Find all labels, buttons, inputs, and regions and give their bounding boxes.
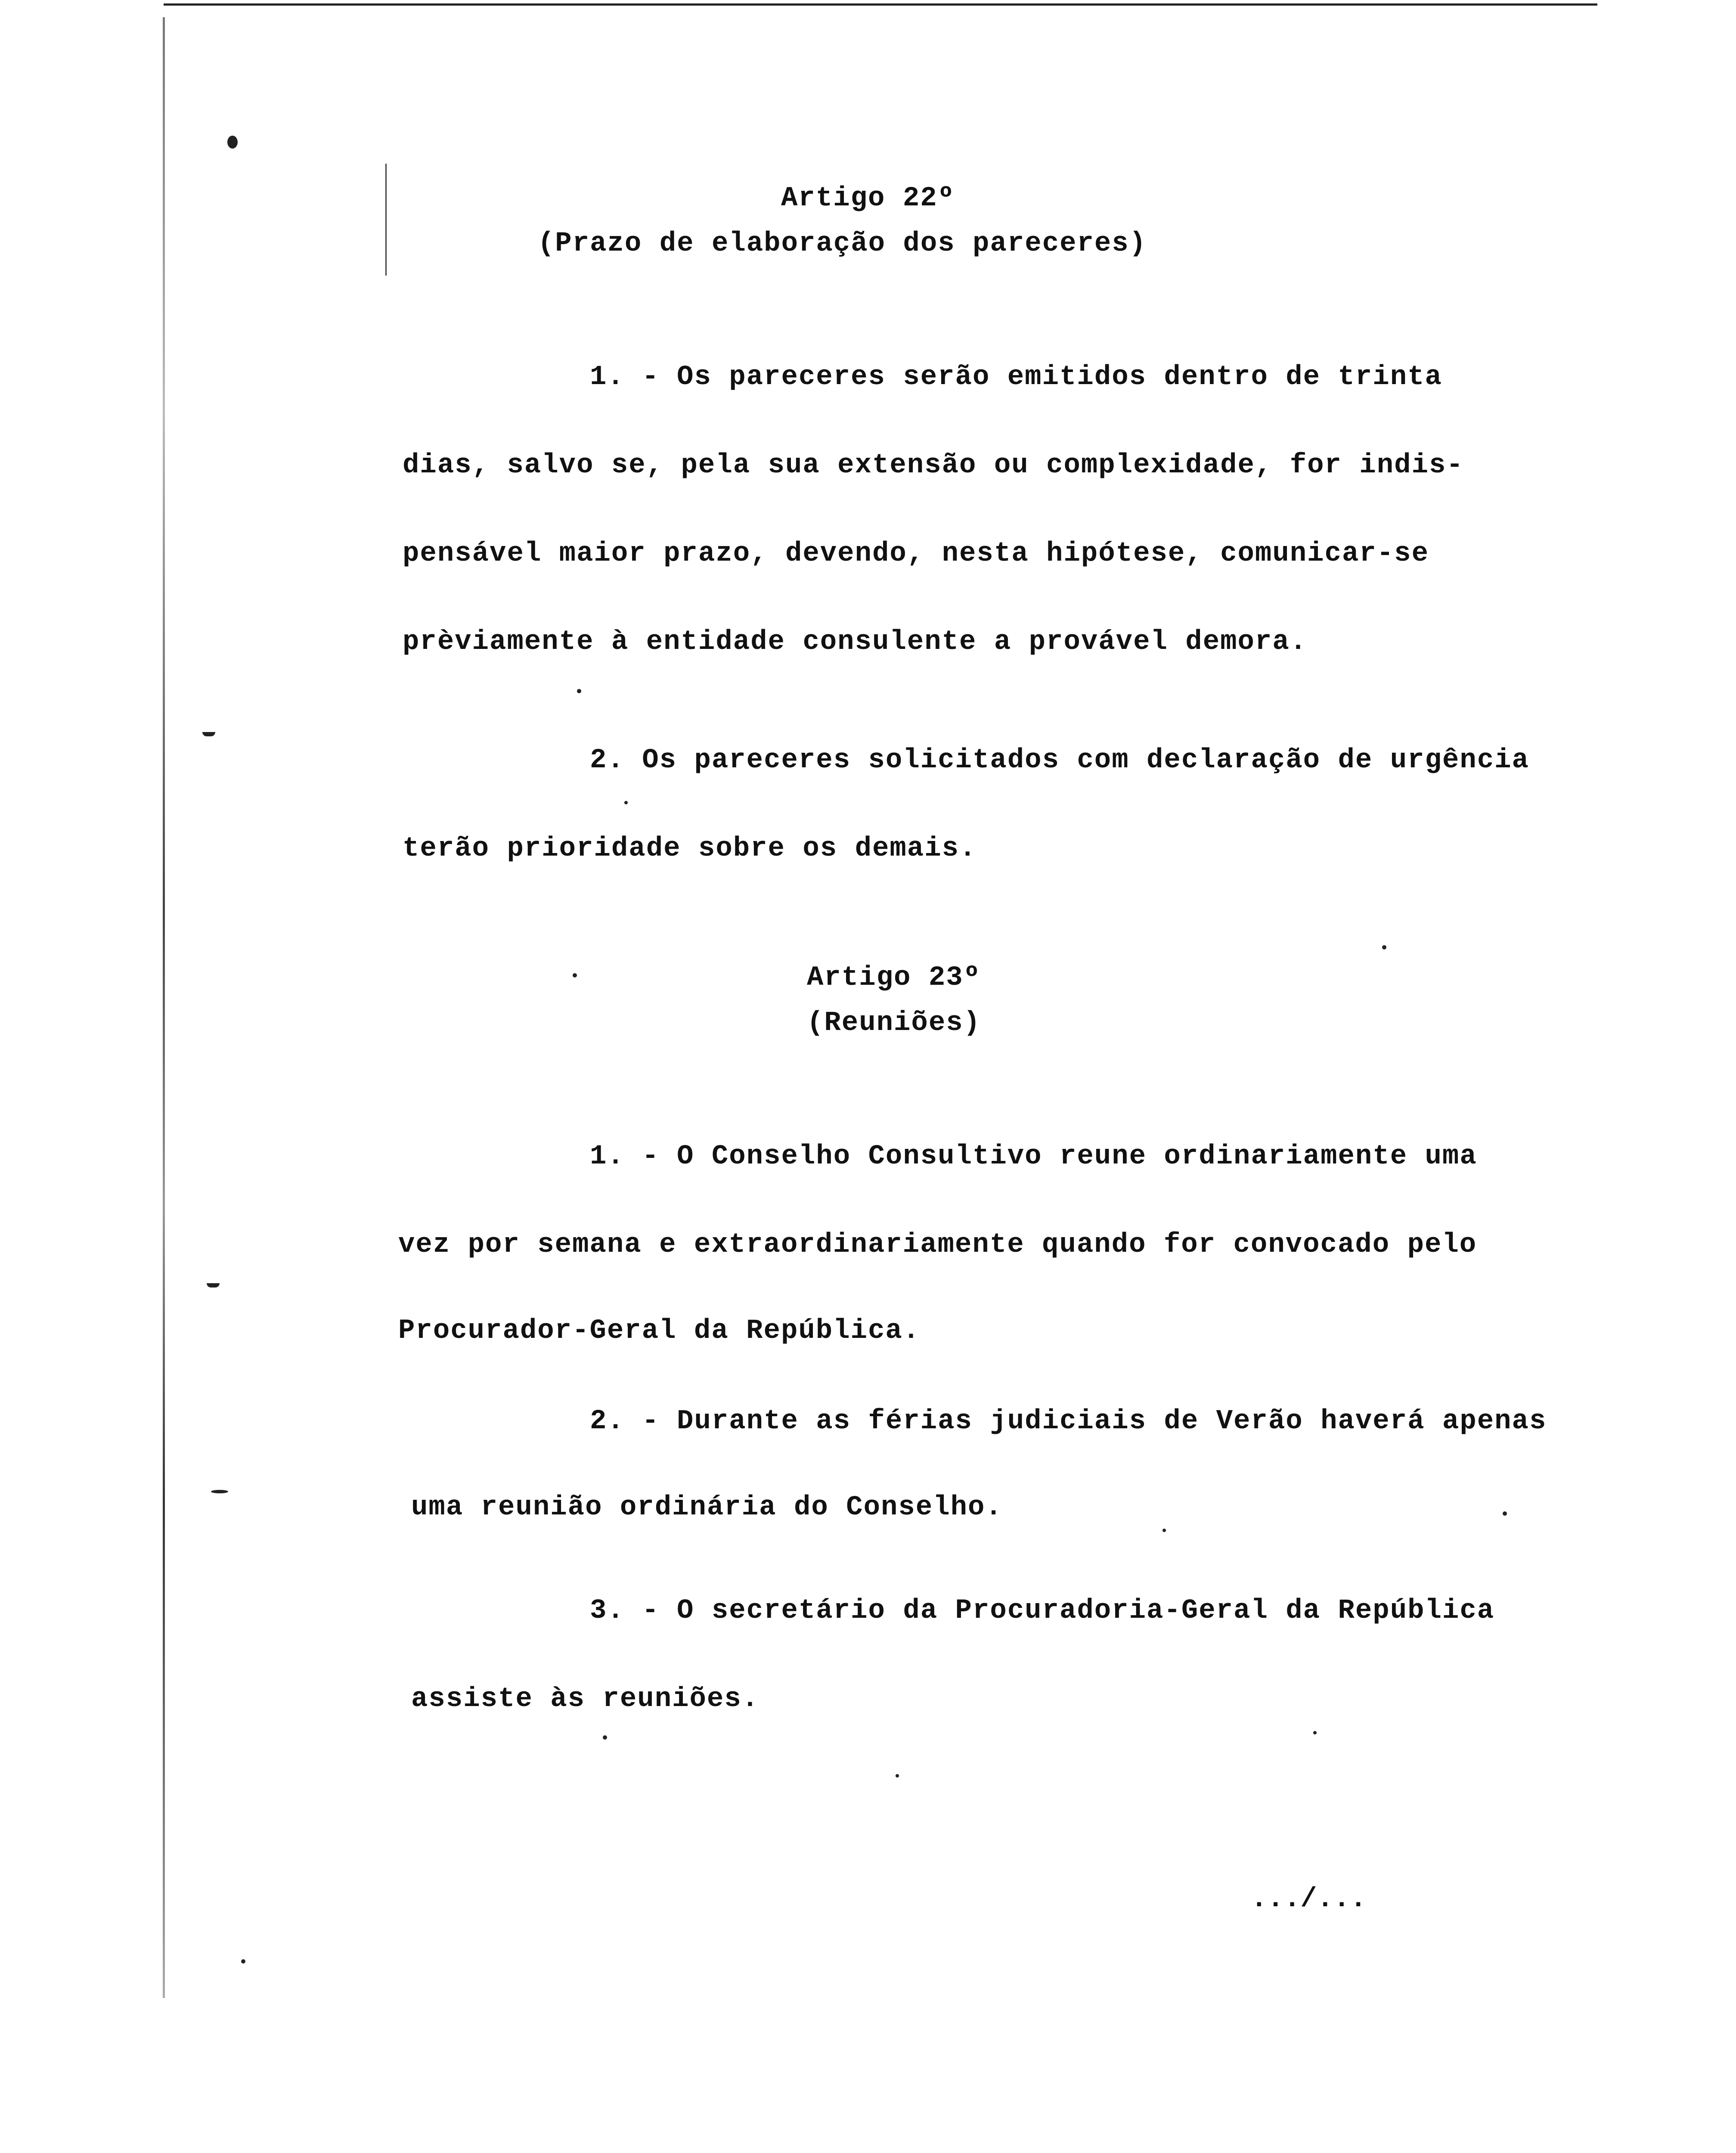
article-23-p3-line1: 3. - O secretário da Procuradoria-Geral da República [590, 1595, 1495, 1626]
article-23-p2-line2: uma reunião ordinária do Conselho. [411, 1492, 1003, 1523]
scan-top-rule [164, 3, 1597, 6]
article-23-p2-line1: 2. - Durante as férias judiciais de Verão haverá apenas [590, 1406, 1547, 1437]
page-continuation-mark: .../... [1251, 1884, 1367, 1915]
article-23-p1-line1: 1. - O Conselho Consultivo reune ordinariamente uma [590, 1141, 1477, 1172]
article-22-p1-line4: prèviamente à entidade consulente a provável demora. [403, 627, 1308, 658]
article-23-p3-line2: assiste às reuniões. [411, 1684, 760, 1715]
article-23-p1-line2: vez por semana e extraordinariamente quando for convocado pelo [398, 1229, 1477, 1260]
article-22-heading: Artigo 22º [781, 183, 955, 214]
article-22-p1-line3: pensável maior prazo, devendo, nesta hipótese, comunicar-se [403, 538, 1429, 569]
article-22-p1-line2: dias, salvo se, pela sua extensão ou complexidade, for indis- [403, 450, 1464, 481]
article-22-p2-line2: terão prioridade sobre os demais. [403, 833, 977, 864]
article-22-p2-line1: 2. Os pareceres solicitados com declaração de urgência [590, 745, 1529, 776]
article-23-subtitle: (Reuniões) [806, 1008, 981, 1039]
article-23-heading: Artigo 23º [806, 962, 981, 993]
article-23-p1-line3: Procurador-Geral da República. [398, 1315, 921, 1346]
article-22-p1-line1: 1. - Os pareceres serão emitidos dentro de trinta [590, 362, 1442, 393]
article-22-subtitle: (Prazo de elaboração dos pareceres) [537, 228, 1147, 259]
